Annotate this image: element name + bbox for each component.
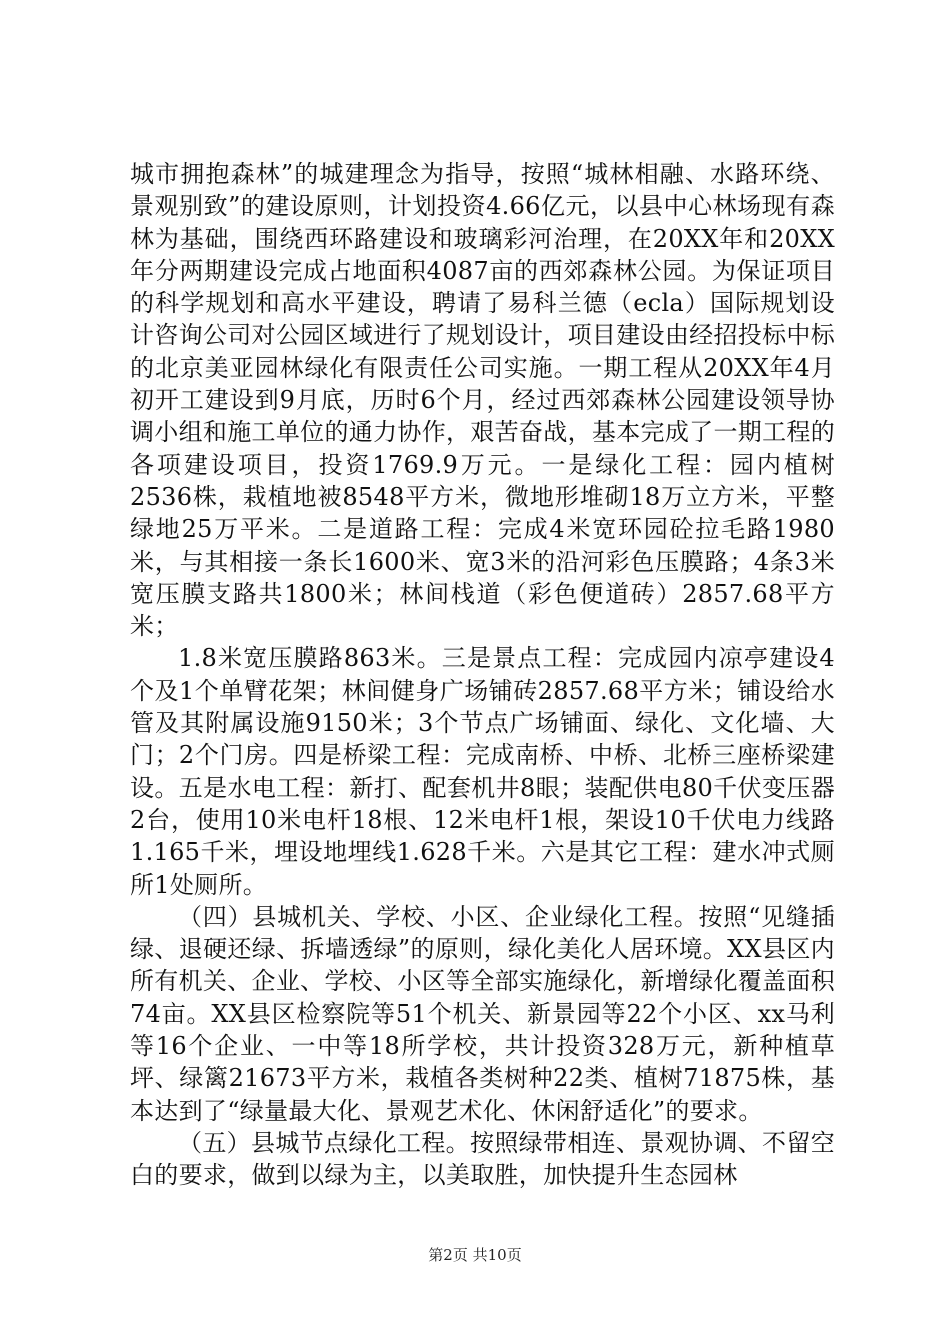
paragraph-2: 1.8米宽压膜路863米。三是景点工程：完成园内凉亭建设4个及1个单臂花架；林间健身广场铺砖2857.68平方米；铺设给水管及其附属设施9150米；3个节点广场铺面、绿化、文化墙、大门；2个门房。四是桥梁工程：完成南桥、中桥、北桥三座桥梁建设。五是水电工程：新打、配套机井8眼；装配供电80千伏变压器2台，使用10米电杆18根、12米电杆1根，架设10千伏电力线路1.165千米，埋设地埋线1.628千米。六是其它工程：建水冲式厕所1处厕所。 [130, 644, 835, 899]
paragraph-4: （五）县城节点绿化工程。按照绿带相连、景观协调、不留空白的要求，做到以绿为主，以美取胜，加快提升生态园林 [130, 1128, 835, 1190]
paragraph-3: （四）县城机关、学校、小区、企业绿化工程。按照“见缝插绿、退硬还绿、拆墙透绿”的原则，绿化美化人居环境。XX县区内所有机关、企业、学校、小区等全部实施绿化，新增绿化覆盖面积74亩。XX县区检察院等51个机关、新景园等22个小区、xx马利等16个企业、一中等18所学校，共计投资328万元，新种植草坪、绿篱21673平方米，栽植各类树种22类、植树71875株，基本达到了“绿量最大化、景观艺术化、休闲舒适化”的要求。 [130, 902, 835, 1125]
document-body [130, 158, 835, 1192]
page-number-footer: 第2页 共10页 [428, 1246, 522, 1264]
paragraph-1: 城市拥抱森林”的城建理念为指导，按照“城林相融、水路环绕、景观别致”的建设原则，计划投资4.66亿元，以县中心林场现有森林为基础，围绕西环路建设和玻璃彩河治理，在20XX年和20XX年分两期建设完成占地面积4087亩的西郊森林公园。为保证项目的科学规划和高水平建设，聘请了易科兰德（ecla）国际规划设计咨询公司对公园区域进行了规划设计，项目建设由经招投标中标的北京美亚园林绿化有限责任公司实施。一期工程从20XX年4月初开工建设到9月底，历时6个月，经过西郊森林公园建设领导协调小组和施工单位的通力协作，艰苦奋战，基本完成了一期工程的各项建设项目，投资1769.9万元。一是绿化工程：园内植树2536株，栽植地被8548平方米，微地形堆砌18万立方米，平整绿地25万平米。二是道路工程：完成4米宽环园砼拉毛路1980米，与其相接一条长1600米、宽3米的沿河彩色压膜路；4条3米宽压膜支路共1800米；林间栈道（彩色便道砖）2857.68平方米； [130, 160, 835, 641]
